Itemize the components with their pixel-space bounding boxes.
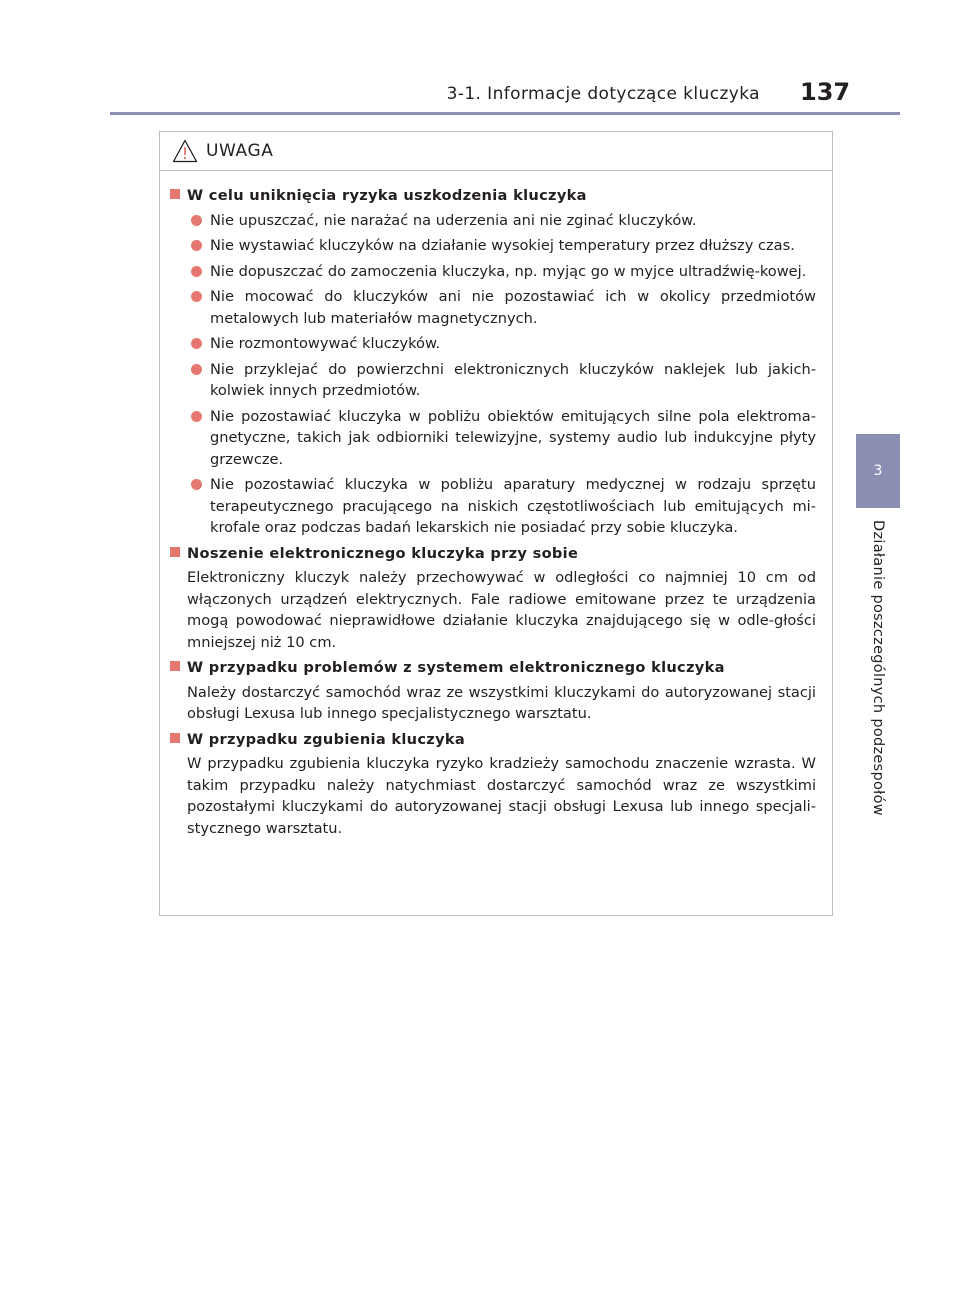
section-title: W przypadku problemów z systemem elektronicznego kluczyka bbox=[187, 659, 725, 676]
section-title: W celu uniknięcia ryzyka uszkodzenia kluczyka bbox=[187, 187, 587, 204]
list-item-text: Nie pozostawiać kluczyka w pobliżu obiektów emitujących silne pola elektroma-gnetyczne, takich jak odbiorniki telewizyjne, systemy audio lub indukcyjne płyty grzewcze. bbox=[210, 407, 816, 468]
chapter-side-title: Działanie poszczególnych podzespołów bbox=[870, 520, 886, 816]
list-item bbox=[188, 261, 816, 283]
list-item-text: Nie wystawiać kluczyków na działanie wysokiej temperatury przez dłuższy czas. bbox=[210, 237, 795, 254]
list-item bbox=[188, 406, 816, 471]
circle-bullet-icon bbox=[191, 215, 202, 226]
circle-bullet-icon bbox=[191, 338, 202, 349]
section-paragraph: Elektroniczny kluczyk należy przechowywać w odległości co najmniej 10 cm od włączonych urządzeń elektrycznych. Fale radiowe emitowane przez te urządzenia mogą powodować nieprawidłowe działanie kluczyka znajdującego się w odle-głości mniejszej niż 10 cm. bbox=[187, 569, 816, 651]
list-item-text: Nie dopuszczać do zamoczenia kluczyka, np. myjąc go w myjce ultradźwię-kowej. bbox=[210, 262, 807, 280]
warning-label: UWAGA bbox=[206, 141, 274, 161]
warning-triangle-icon bbox=[172, 139, 198, 163]
circle-bullet-icon bbox=[191, 479, 202, 490]
square-bullet-icon bbox=[170, 733, 180, 743]
section-heading bbox=[170, 657, 816, 679]
circle-bullet-icon bbox=[191, 266, 202, 277]
warning-section bbox=[170, 185, 816, 539]
section-paragraph: Należy dostarczyć samochód wraz ze wszystkimi kluczykami do autoryzowanej stacji obsługi Lexusa lub innego specjalistycznego warsztatu. bbox=[187, 683, 816, 722]
list-item bbox=[188, 235, 816, 257]
circle-bullet-icon bbox=[191, 364, 202, 375]
square-bullet-icon bbox=[170, 189, 180, 199]
bullet-list bbox=[170, 210, 816, 539]
running-header: 3-1. Informacje dotyczące kluczyka bbox=[446, 84, 760, 104]
circle-bullet-icon bbox=[191, 291, 202, 302]
warning-header bbox=[160, 132, 832, 171]
header-divider bbox=[110, 112, 900, 115]
list-item-text: Nie przyklejać do powierzchni elektronicznych kluczyków naklejek lub jakich-kolwiek innych przedmiotów. bbox=[210, 360, 816, 399]
list-item bbox=[188, 286, 816, 329]
circle-bullet-icon bbox=[191, 411, 202, 422]
section-heading bbox=[170, 185, 816, 207]
list-item bbox=[188, 474, 816, 539]
section-heading bbox=[170, 543, 816, 565]
chapter-tab[interactable]: 3 bbox=[856, 434, 900, 508]
square-bullet-icon bbox=[170, 547, 180, 557]
section-heading bbox=[170, 729, 816, 751]
warning-section bbox=[170, 543, 816, 654]
list-item-text: Nie mocować do kluczyków ani nie pozostawiać ich w okolicy przedmiotów metalowych lub materiałów magnetycznych. bbox=[210, 288, 816, 327]
section-paragraph: W przypadku zgubienia kluczyka ryzyko kradzieży samochodu znaczenie wzrasta. W takim przypadku należy natychmiast dostarczyć samochód wraz ze wszystkimi pozostałymi kluczykami do autoryzowanej stacji obsługi Lexusa lub innego specjali-stycznego warsztatu. bbox=[187, 755, 816, 837]
section-title: Noszenie elektronicznego kluczyka przy sobie bbox=[187, 544, 579, 562]
warning-box bbox=[159, 131, 833, 916]
page-number: 137 bbox=[800, 78, 851, 106]
list-item-text: Nie pozostawiać kluczyka w pobliżu aparatury medycznej w rodzaju sprzętu terapeutycznego pracującego na niskich częstotliwościach lub emitujących mi-krofale oraz podczas badań lekarskich nie posiadać przy sobie kluczyka. bbox=[210, 476, 816, 536]
list-item-text: Nie rozmontowywać kluczyków. bbox=[210, 335, 441, 352]
section-title: W przypadku zgubienia kluczyka bbox=[187, 730, 466, 748]
list-item bbox=[188, 359, 816, 402]
list-item-text: Nie upuszczać, nie narażać na uderzenia ani nie zginać kluczyków. bbox=[210, 211, 697, 229]
warning-section bbox=[170, 729, 816, 840]
circle-bullet-icon bbox=[191, 240, 202, 251]
list-item bbox=[188, 210, 816, 232]
square-bullet-icon bbox=[170, 661, 180, 671]
warning-section bbox=[170, 657, 816, 725]
list-item bbox=[188, 333, 816, 355]
warning-content bbox=[160, 171, 832, 839]
